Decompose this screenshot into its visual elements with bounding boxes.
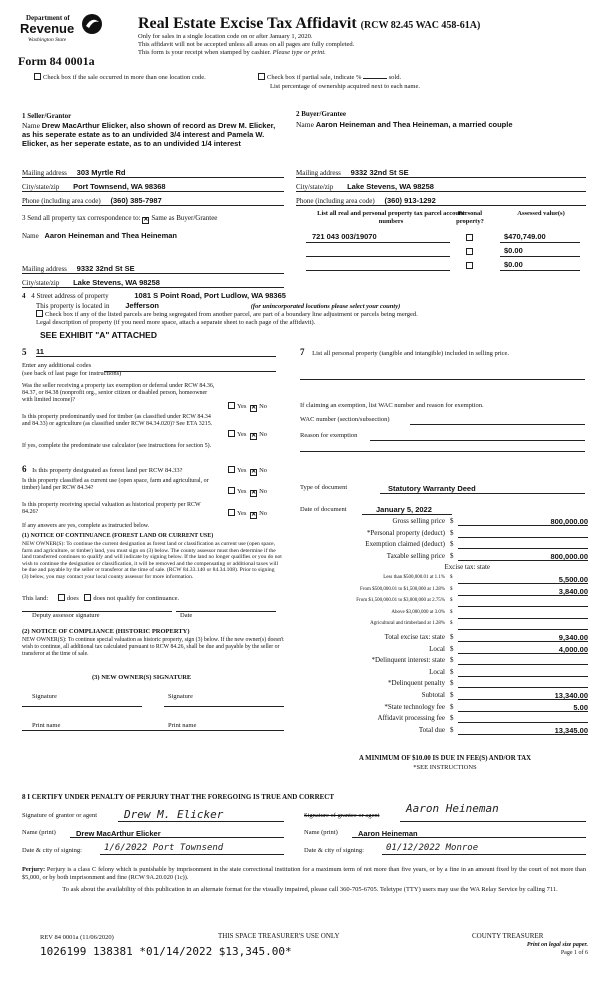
s6-if-yes: If any answers are yes, complete as instructed below. (22, 523, 150, 529)
grantor-signature-row (22, 808, 284, 822)
print-name-label-1: Print name (32, 722, 61, 729)
seller-mailing-row (22, 168, 284, 178)
totals-amount[interactable]: 13,345.00 (458, 726, 588, 735)
s6-q1 (22, 464, 232, 475)
currency-symbol: $ (450, 598, 453, 604)
this-land-label: This land: (22, 595, 49, 602)
multi-location-check[interactable] (34, 73, 206, 82)
seller-mailing-label: Mailing address (22, 169, 67, 177)
totals-label: Total due (418, 725, 445, 734)
no-label: No (259, 403, 268, 410)
reason-label: Reason for exemption (300, 432, 358, 439)
perjury-label: Perjury: (22, 866, 46, 873)
section7-row (300, 347, 585, 358)
grantee-signature-row (304, 802, 586, 822)
totals-row (300, 621, 590, 631)
print-name-label-2: Print name (168, 722, 197, 729)
owner-signature-1[interactable] (22, 693, 142, 707)
legal-size-note: Print on legal size paper. (526, 942, 588, 948)
s5-q2-yes-checkbox[interactable] (228, 430, 235, 437)
dept-line2: Revenue (20, 21, 75, 36)
buyer-name-label: Name (296, 120, 314, 129)
deputy-signature-line[interactable] (22, 611, 172, 620)
wac-number-row (300, 416, 390, 424)
totals-label: Affidavit processing fee (377, 714, 445, 723)
totals-label: *Personal property (deduct) (366, 528, 445, 537)
section6-num: 6 (22, 464, 27, 474)
yes-label: Yes (237, 431, 247, 438)
located-label: This property is located in (36, 302, 110, 310)
correspondence-name[interactable]: Aaron Heineman and Thea Heineman (44, 231, 178, 240)
buyer-city-label: City/state/zip (296, 183, 334, 191)
reason-field[interactable] (370, 432, 585, 441)
totals-row (300, 540, 590, 550)
currency-symbol: $ (450, 702, 454, 711)
currency-symbol: $ (450, 517, 454, 525)
multi-location-checkbox[interactable] (34, 73, 41, 80)
wac-claim-label: If claiming an exemption, list WAC number and reason for exemption. (300, 402, 484, 409)
assessed-value[interactable]: $0.00 (500, 260, 580, 271)
use-code-field[interactable] (36, 347, 276, 357)
seller-name-block (22, 121, 284, 148)
use-code: 11 (36, 347, 44, 356)
grantor-name: Drew MacArthur Elicker (76, 829, 161, 838)
land-does-checkbox[interactable] (58, 594, 65, 601)
totals-amount[interactable] (458, 540, 588, 549)
owner-signature-2[interactable] (164, 693, 284, 707)
s6-q1-answer[interactable] (228, 466, 267, 476)
currency-symbol: $ (450, 551, 454, 560)
totals-amount[interactable] (458, 621, 588, 630)
totals-row (300, 645, 590, 655)
parcel-col-header: List all real and personal property tax parcel account numbers (317, 210, 465, 225)
s5-q1-no-checkbox[interactable] (250, 405, 257, 412)
s5-q2 (22, 414, 218, 428)
yes-label: Yes (237, 467, 247, 474)
no-label: No (259, 510, 268, 517)
wac-number-field[interactable] (410, 416, 585, 425)
grantor-name-row (22, 829, 284, 839)
signature-label-1: Signature (32, 693, 57, 700)
grantee-signature-text: Aaron Heineman (406, 802, 499, 815)
grantor-signature-text: Drew M. Elicker (124, 808, 224, 821)
see-back-note: (see back of last page for instructions) (22, 369, 122, 377)
seller-city-label: City/state/zip (22, 183, 60, 191)
grantee-date: 01/12/2022 Monroe (386, 843, 479, 853)
doc-date-label: Date of document (300, 506, 347, 513)
totals-label: Agricultural and timberland at 1.28% (370, 621, 445, 627)
totals-label: Total excise tax: state (384, 633, 445, 641)
property-county[interactable]: Jefferson (125, 301, 159, 310)
notice-3 (138, 49, 326, 57)
totals-row (300, 679, 590, 689)
form-title (138, 14, 480, 33)
correspondence-city-label: City/state/zip (22, 279, 60, 287)
correspondence-city-row (22, 278, 284, 288)
parcel-number[interactable]: 721 043 003/19070 (306, 232, 450, 243)
rev-number: REV 84 0001a (11/06/2020) (40, 934, 114, 941)
s6-q3-answer[interactable] (228, 509, 267, 519)
correspondence-row (22, 214, 217, 224)
currency-symbol: $ (450, 528, 454, 537)
correspondence-city[interactable]: Lake Stevens, WA 98258 (73, 278, 160, 287)
yes-label: Yes (237, 488, 247, 495)
doc-type: Statutory Warranty Deed (388, 484, 476, 493)
currency-symbol: $ (450, 609, 453, 615)
reason-field-2[interactable] (300, 450, 585, 452)
dept-line3: Washington State (28, 37, 67, 43)
seller-phone-label: Phone (including area code) (22, 197, 101, 205)
grantee-sig-label: Signature of grantee or agent (304, 812, 380, 819)
grantor-name-label: Name (print) (22, 829, 56, 836)
perjury-notice (22, 866, 586, 881)
no-label: No (259, 488, 268, 495)
s5-q1 (22, 383, 218, 405)
s5-q1-yes-checkbox[interactable] (228, 402, 235, 409)
buyer-name[interactable]: Aaron Heineman and Thea Heineman, a married couple (315, 120, 513, 129)
segregated-checkbox[interactable] (36, 310, 43, 317)
owner-print-2[interactable] (164, 722, 284, 730)
buyer-phone-label: Phone (including area code) (296, 197, 375, 205)
s6-q3-yes-checkbox[interactable] (228, 509, 235, 516)
totals-amount[interactable]: 5,500.00 (458, 575, 588, 584)
buyer-city-row (296, 182, 586, 192)
parcel-number[interactable] (306, 246, 450, 257)
partial-pct-field[interactable] (363, 78, 387, 79)
seller-name-label: Name (22, 121, 40, 130)
buyer-mailing-label: Mailing address (296, 169, 341, 177)
totals-label: Less than $500,000.01 at 1.1% (383, 575, 445, 580)
grantee-name-field[interactable] (352, 829, 586, 838)
totals-amount[interactable] (458, 668, 588, 677)
seller-name[interactable]: Drew MacArthur Elicker, also shown of record as Drew M. Elicker, as his seperate estate as to an undivided 3/4 interest and Pamela W. Elicker, as her seperate estate, as to an undivided 1/4 interest (22, 121, 276, 148)
s5-q1-text: Was the seller receiving a property tax exemption or deferral under RCW 84.36, 84.37, or 84.38 (nonprofit org., senior citizen or disabled person, homeowner with limited income)? (22, 383, 215, 404)
title-text: Real Estate Excise Tax Affidavit (138, 15, 357, 32)
s5-q1-answer[interactable] (228, 402, 267, 412)
grantor-sig-label: Signature of grantor or agent (22, 812, 98, 819)
notice2-title: (2) NOTICE OF COMPLIANCE (HISTORIC PROPERTY) (22, 628, 190, 635)
totals-label: Gross selling price (392, 517, 445, 525)
assessed-col-header: Assessed value(s) (517, 210, 565, 217)
totals-amount[interactable]: 9,340.00 (458, 633, 588, 642)
buyer-city[interactable]: Lake Stevens, WA 98258 (347, 182, 434, 191)
totals-row (300, 598, 590, 608)
personal-col-header: Personal property? (456, 210, 484, 225)
s6-q2: Is this property classified as current use (open space, farm and agricultural, or timber) land per RCW 84.34? (22, 478, 209, 492)
totals-amount[interactable] (458, 656, 588, 665)
totals-label: Exemption claimed (deduct) (365, 540, 445, 549)
totals-label: Local (429, 667, 445, 676)
notice-1: Only for sales in a single location code on or after January 1, 2020. (138, 33, 313, 40)
currency-symbol: $ (450, 656, 454, 665)
totals-label: Excise tax: state (444, 563, 490, 572)
parcel-row (296, 232, 586, 244)
sold-label: sold. (388, 74, 402, 81)
totals-amount[interactable]: 800,000.00 (458, 552, 588, 561)
s5-q2-no-checkbox[interactable] (250, 433, 257, 440)
totals-label: From $500,000.01 to $1,500,000 at 1.28% (360, 586, 445, 592)
buyer-section-label: 2 Buyer/Grantee (296, 110, 346, 118)
totals-label: Above $3,000,000 at 3.0% (391, 609, 445, 615)
property-address-row: 4 4 Street address of property 1081 S Point Road, Port Ludlow, WA 98365 (22, 291, 286, 300)
totals-row (300, 563, 590, 573)
grantor-date-field[interactable] (100, 843, 284, 855)
totals-row (300, 656, 590, 666)
grantor-date: 1/6/2022 Port Townsend (104, 843, 224, 853)
signature-label-2: Signature (168, 693, 193, 700)
seller-phone[interactable]: (360) 385-7987 (110, 196, 162, 205)
personal-property-field[interactable] (300, 378, 585, 380)
s6-q3-no-checkbox[interactable] (250, 512, 257, 519)
same-as-buyer-checkbox[interactable] (142, 217, 149, 224)
deputy-date-line[interactable] (176, 611, 276, 620)
s6-q1-no-checkbox[interactable] (250, 469, 257, 476)
s5-q2-answer[interactable] (228, 430, 267, 440)
parcel-table (296, 210, 586, 274)
does-not-label: does not qualify for continuance. (93, 595, 180, 602)
s6-q2-answer[interactable] (228, 487, 267, 497)
totals-amount[interactable] (458, 610, 588, 619)
grantor-date-label: Date & city of signing: (22, 847, 82, 854)
parcel-row (296, 246, 586, 258)
grantor-signature[interactable] (118, 808, 284, 822)
currency-symbol: $ (450, 586, 453, 592)
print-name-divider (22, 730, 284, 731)
buyer-name-block (296, 120, 586, 129)
currency-symbol: $ (450, 633, 454, 641)
correspondence-mailing[interactable]: 9332 32nd St SE (76, 264, 135, 273)
totals-amount[interactable]: 4,000.00 (458, 645, 588, 654)
assessed-value[interactable]: $0.00 (500, 246, 580, 257)
totals-row (300, 691, 590, 701)
segregated-label: Check box if any of the listed parcels are being segregated from another parcel, are part of a boundary line adjustment or parcels being merged. (45, 311, 418, 318)
totals-row (300, 587, 590, 597)
s6-q2-no-checkbox[interactable] (250, 490, 257, 497)
s6-q1-text: Is this property designated as forest land per RCW 84.33? (32, 467, 183, 474)
dept-line1: Department of (26, 14, 70, 22)
totals-label: *Delinquent penalty (388, 679, 445, 688)
grantee-name-label: Name (print) (304, 829, 338, 836)
yes-label: Yes (237, 510, 247, 517)
totals-label: *State technology fee (384, 702, 445, 711)
see-instructions: *SEE INSTRUCTIONS (413, 764, 477, 771)
currency-symbol: $ (450, 644, 454, 653)
totals-amount[interactable] (458, 598, 588, 607)
grantee-signature[interactable] (400, 802, 586, 822)
additional-codes-field[interactable] (104, 364, 276, 372)
exhibit-note[interactable]: SEE EXHIBIT "A" ATTACHED (40, 330, 157, 340)
dor-swirl-icon (80, 12, 104, 36)
totals-row (300, 610, 590, 620)
certify-line: 8 I CERTIFY UNDER PENALTY OF PERJURY THAT THE FOREGOING IS TRUE AND CORRECT (22, 793, 335, 801)
alt-format-note: To ask about the availability of this publication in an alternate format for the visually impaired, please call 360-705-6705. Teletype (TTY) users may use the WA Relay Service by calling 711. (62, 886, 558, 893)
currency-symbol: $ (450, 540, 454, 549)
totals-row (300, 726, 590, 736)
section7-label: List all personal property (tangible and intangible) included in selling price. (312, 350, 510, 357)
list-percentage: List percentage of ownership acquired next to each name. (270, 83, 420, 90)
does-label: does (66, 595, 79, 602)
same-as-buyer-label: Same as Buyer/Grantee (151, 214, 218, 222)
correspondence-mailing-row (22, 264, 284, 274)
totals-amount[interactable]: 5.00 (458, 703, 588, 712)
notice1-text: NEW OWNER(S): To continue the current designation as forest land or classification as current use (open space, farm and agriculture, or timber) land, you must sign on (3) below. The county assessor must then determine if the land transferred continues to qualify and will indicate by signing below. If the land no longer qualifies or you do not wish to continue the designation or classification, it will be removed and the compensating or additional taxes will be due and payable by the seller or transferor at the time of sale. (RCW 84.33.140 or 84.34.108). Prior to signing (3) below, you may contact your local county assessor for more information. (22, 541, 282, 580)
perjury-text: Perjury is a class C felony which is punishable by imprisonment in the state correctional institution for a maximum term of not more than five years, or by a fine in an amount fixed by the court of not more than $5,000, or by both imprisonment and fine (RCW 9A.20.020 (1c)). (22, 866, 587, 881)
correspondence-name-label: Name (22, 232, 39, 240)
personal-property-checkbox[interactable] (466, 248, 473, 255)
seller-city-row (22, 182, 284, 192)
seller-phone-row (22, 196, 284, 206)
totals-row (300, 703, 590, 713)
treasurer-use-label: THIS SPACE TREASURER'S USE ONLY (218, 932, 340, 940)
totals-label: *Delinquent interest: state (371, 656, 445, 665)
totals-label: Subtotal (421, 691, 445, 699)
s6-q3: Is this property receiving special valuation as historical property per RCW 84.26? (22, 502, 201, 516)
grantee-name: Aaron Heineman (358, 829, 418, 838)
totals-row (300, 633, 590, 643)
treasurer-stamp: 1026199 138381 *01/14/2022 $13,345.00* (40, 945, 292, 958)
currency-symbol: $ (450, 714, 454, 723)
no-label: No (259, 431, 268, 438)
property-address[interactable]: 1081 S Point Road, Port Ludlow, WA 98365 (134, 291, 286, 300)
personal-property-checkbox[interactable] (466, 234, 473, 241)
doc-date: January 5, 2022 (376, 505, 432, 514)
seller-mailing[interactable]: 303 Myrtle Rd (76, 168, 126, 177)
s5-q3: If yes, complete the predominate use calculator (see instructions for section 5). (22, 443, 212, 449)
notice2-text: NEW OWNER(S): To continue special valuation as historic property, sign (3) below. If the new owner(s) doesn't wish to continue, all additional tax calculated pursuant to RCW 84.26, shall be due and payable by the seller or transferor at the time of sale. (22, 637, 284, 657)
dor-logo (18, 8, 110, 48)
totals-amount[interactable] (458, 679, 588, 688)
additional-codes-label: Enter any additional codes (22, 362, 92, 369)
buyer-mailing-row (296, 168, 586, 178)
doc-date-field[interactable] (362, 505, 452, 515)
unincorp-note: (for unincorporated locations please select your county) (250, 303, 401, 310)
parcel-row (296, 260, 586, 272)
notice-2: This affidavit will not be accepted unless all areas on all pages are fully completed. (138, 41, 355, 48)
s6-q2-yes-checkbox[interactable] (228, 487, 235, 494)
doc-type-label: Type of document (300, 484, 348, 491)
deputy-label: Deputy assessor signature (32, 612, 100, 619)
partial-sale-check[interactable] (258, 73, 401, 82)
grantor-name-field[interactable] (70, 829, 284, 838)
section5-num: 5 (22, 347, 27, 357)
buyer-phone-row (296, 196, 586, 206)
currency-symbol: $ (450, 691, 454, 699)
totals-label: Taxable selling price (386, 551, 445, 560)
county-treasurer-label: COUNTY TREASURER (472, 932, 544, 940)
totals-row (300, 552, 590, 562)
page-number: Page 1 of 6 (560, 950, 588, 956)
currency-symbol: $ (450, 575, 453, 580)
seller-city[interactable]: Port Townsend, WA 98368 (73, 182, 166, 191)
notice-3-text: This form is your receipt when stamped by cashier. (138, 49, 272, 56)
buyer-phone[interactable]: (360) 913-1292 (384, 196, 436, 205)
totals-row (300, 575, 590, 585)
deputy-date-label: Date (180, 612, 193, 619)
totals-amount[interactable]: 3,840.00 (458, 587, 588, 596)
s5-q2-text: Is this property predominantly used for timber (as classified under RCW 84.34 and 84.33) or agriculture (as classified under RCW 84.34.020)? See ETA 3215. (22, 414, 213, 428)
totals-row (300, 714, 590, 724)
currency-symbol: $ (450, 679, 454, 688)
wac-number-label: WAC number (section/subsection) (300, 416, 390, 423)
parcel-number[interactable] (306, 260, 450, 271)
totals-amount[interactable] (458, 529, 588, 538)
totals-label: Local (429, 644, 445, 653)
minimum-note: A MINIMUM OF $10.00 IS DUE IN FEE(S) AND/OR TAX (358, 755, 532, 762)
notice-3b-text: Please type or print. (272, 49, 326, 56)
property-address-label: 4 Street address of property (31, 292, 109, 300)
s6-q1-yes-checkbox[interactable] (228, 466, 235, 473)
owner-print-1[interactable] (22, 722, 142, 730)
totals-amount[interactable]: 13,340.00 (458, 691, 588, 700)
grantee-name-row (304, 829, 586, 839)
totals-amount[interactable]: 800,000.00 (458, 517, 588, 526)
correspondence-label: 3 Send all property tax correspondence to: (22, 214, 141, 222)
totals-row (300, 668, 590, 678)
yes-label: Yes (237, 403, 247, 410)
personal-property-checkbox[interactable] (466, 262, 473, 269)
totals-row (300, 517, 590, 527)
section7-num: 7 (300, 347, 305, 357)
totals-row (300, 529, 590, 539)
grantee-date-field[interactable] (382, 843, 586, 855)
totals-amount[interactable] (458, 714, 588, 723)
partial-sale-label: Check box if partial sale, indicate % (267, 74, 362, 81)
doc-date-row (300, 506, 347, 514)
correspondence-name-row (22, 231, 284, 241)
legal-description-label: Legal description of property (if you need more space, attach a separate sheet to each page of the affidavit). (36, 319, 316, 326)
buyer-mailing[interactable]: 9332 32nd St SE (350, 168, 409, 177)
totals-label: From $1,500,000.01 to $3,000,000 at 2.75% (356, 598, 445, 604)
assessed-value[interactable]: $470,749.00 (500, 232, 580, 243)
no-label: No (259, 467, 268, 474)
doc-type-field[interactable] (380, 484, 585, 494)
seller-section-label: 1 Seller/Grantor (22, 112, 72, 120)
this-land-row (22, 594, 179, 603)
notice1-title: (1) NOTICE OF CONTINUANCE (FOREST LAND OR CURRENT USE) (22, 533, 214, 539)
land-does-not-checkbox[interactable] (84, 594, 91, 601)
notice3-title: (3) NEW OWNER(S) SIGNATURE (92, 674, 192, 681)
grantee-date-row (304, 845, 586, 857)
currency-symbol: $ (450, 725, 454, 734)
correspondence-mailing-label: Mailing address (22, 265, 67, 273)
reason-row (300, 432, 357, 440)
grantor-date-row (22, 845, 284, 857)
currency-symbol: $ (450, 621, 453, 627)
segregated-row[interactable] (36, 310, 418, 319)
partial-sale-checkbox[interactable] (258, 73, 265, 80)
grantee-date-label: Date & city of signing: (304, 847, 364, 854)
currency-symbol: $ (450, 667, 454, 676)
rcw-text: (RCW 82.45 WAC 458-61A) (360, 20, 481, 31)
multi-location-label: Check box if the sale occurred in more than one location code. (43, 74, 206, 81)
form-number: Form 84 0001a (18, 54, 95, 68)
